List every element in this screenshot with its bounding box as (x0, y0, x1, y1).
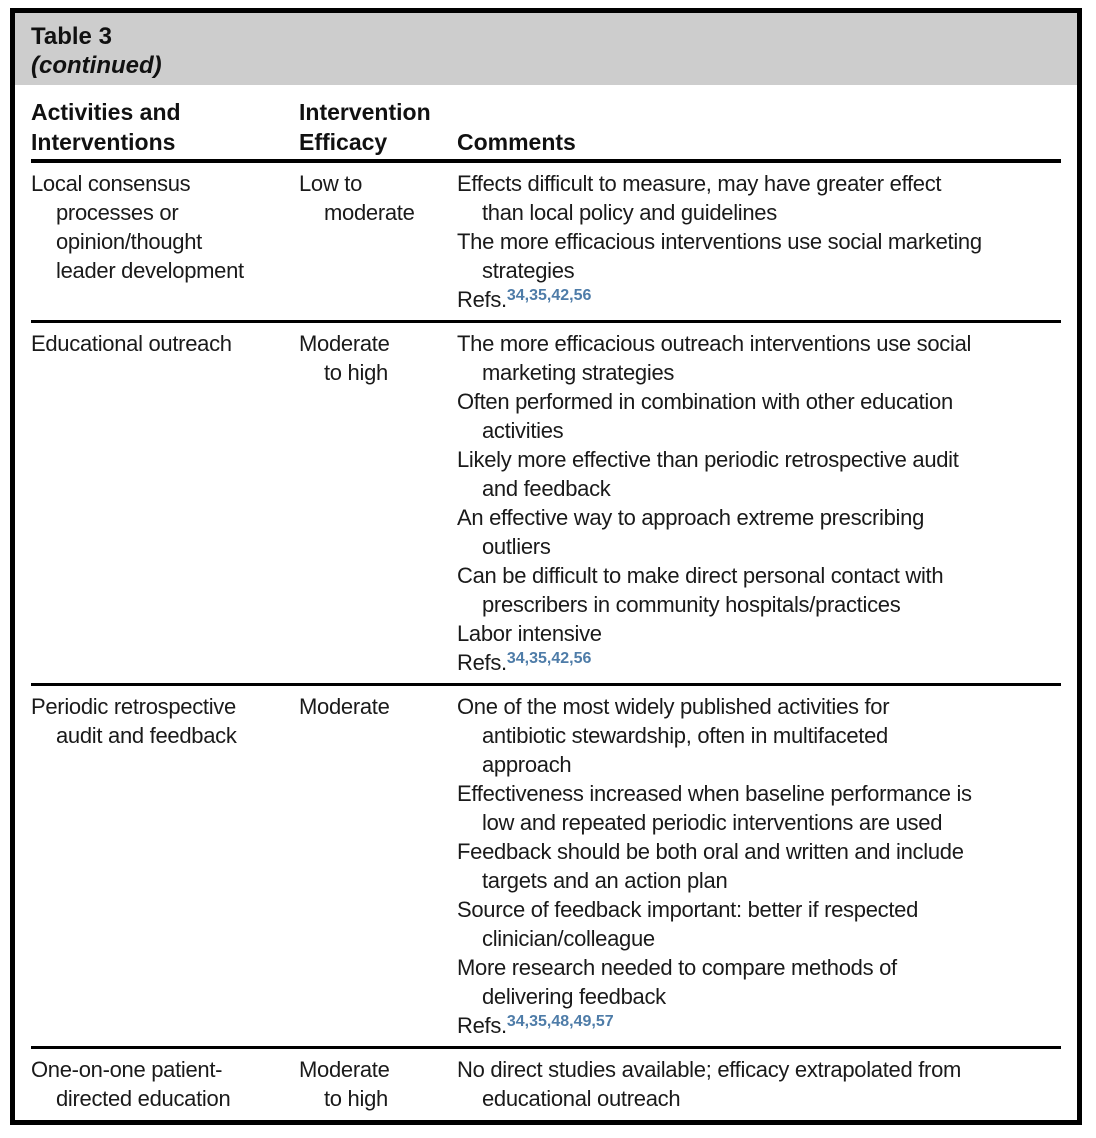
table-inner (15, 85, 1077, 1119)
comment-line: targets and an action plan (482, 868, 728, 893)
activity-line: audit and feedback (56, 723, 237, 748)
comment-paragraph (457, 561, 1053, 619)
efficacy-line: Moderate (299, 331, 390, 356)
comment-line: An effective way to approach extreme prescribing (457, 505, 925, 530)
activity-cell (31, 329, 299, 677)
refs-line (457, 285, 1053, 314)
comment-line: marketing strategies (482, 360, 675, 385)
comment-line: Feedback should be both oral and written and include (457, 839, 964, 864)
activity-cell (31, 692, 299, 1040)
comment-line: More research needed to compare methods of (457, 955, 897, 980)
comments-cell (457, 169, 1061, 314)
table-header-row (31, 85, 1061, 163)
activity-line: Educational outreach (31, 331, 232, 356)
comment-line: Source of feedback important: better if respected (457, 897, 919, 922)
table-row (31, 163, 1061, 323)
table-3-continued (10, 8, 1082, 1125)
activity-line: One-on-one patient- (31, 1057, 223, 1082)
comment-paragraph (457, 779, 1053, 837)
column-header-intervention-efficacy (299, 97, 457, 157)
comment-paragraph (457, 227, 1053, 285)
column-header-line: Efficacy (299, 129, 388, 155)
comments-cell (457, 692, 1061, 1040)
efficacy-line: Low to (299, 171, 363, 196)
efficacy-line: to high (324, 360, 388, 385)
comment-paragraph (457, 1055, 1053, 1113)
refs-label: Refs. (457, 650, 507, 675)
column-header-line: Activities and (31, 99, 181, 125)
efficacy-line: moderate (324, 200, 415, 225)
comment-paragraph (457, 387, 1053, 445)
comment-line: One of the most widely published activities for (457, 694, 890, 719)
comment-line: Likely more effective than periodic retrospective audit (457, 447, 959, 472)
activity-line: processes or (56, 200, 179, 225)
activity-line: Periodic retrospective (31, 694, 236, 719)
comment-line: Can be difficult to make direct personal contact with (457, 563, 944, 588)
activity-line: opinion/thought (56, 229, 202, 254)
comment-line: delivering feedback (482, 984, 666, 1009)
comment-paragraph (457, 329, 1053, 387)
comment-line: low and repeated periodic interventions are used (482, 810, 943, 835)
comment-paragraph (457, 619, 1053, 648)
efficacy-cell (299, 329, 457, 677)
efficacy-cell (299, 1055, 457, 1113)
comment-line: and feedback (482, 476, 611, 501)
activity-cell (31, 169, 299, 314)
refs-superscript-link[interactable]: 34,35,42,56 (506, 287, 592, 304)
refs-superscript-link[interactable]: 34,35,42,56 (506, 650, 592, 667)
comment-paragraph (457, 503, 1053, 561)
comment-paragraph (457, 445, 1053, 503)
refs-label: Refs. (457, 287, 507, 312)
efficacy-line: Moderate (299, 694, 390, 719)
comments-cell (457, 1055, 1061, 1113)
table-row (31, 323, 1061, 686)
column-header-line: Comments (457, 129, 576, 155)
table-row (31, 686, 1061, 1049)
refs-line (457, 648, 1053, 677)
table-continued-label: (continued) (31, 52, 162, 79)
table-title: Table 3 (31, 23, 112, 50)
comment-line: than local policy and guidelines (482, 200, 777, 225)
activity-cell (31, 1055, 299, 1113)
refs-label: Refs. (457, 1013, 507, 1038)
efficacy-line: to high (324, 1086, 388, 1111)
activity-line: leader development (56, 258, 244, 283)
comment-line: outliers (482, 534, 551, 559)
comment-line: Effectiveness increased when baseline performance is (457, 781, 972, 806)
table-caption-band (15, 13, 1077, 85)
comment-line: Labor intensive (457, 621, 602, 646)
efficacy-cell (299, 692, 457, 1040)
refs-line (457, 1011, 1053, 1040)
comment-line: educational outreach (482, 1086, 681, 1111)
refs-superscript-link[interactable]: 34,35,48,49,57 (506, 1013, 614, 1030)
efficacy-line: Moderate (299, 1057, 390, 1082)
table-body (31, 163, 1061, 1119)
comment-line: strategies (482, 258, 575, 283)
comment-line: approach (482, 752, 572, 777)
comment-line: Often performed in combination with other education (457, 389, 953, 414)
comment-paragraph (457, 953, 1053, 1011)
column-header-line: Intervention (299, 99, 431, 125)
comment-line: prescribers in community hospitals/practices (482, 592, 901, 617)
activity-line: Local consensus (31, 171, 191, 196)
comment-line: No direct studies available; efficacy extrapolated from (457, 1057, 962, 1082)
comment-paragraph (457, 169, 1053, 227)
comment-line: Effects difficult to measure, may have greater effect (457, 171, 942, 196)
comment-line: antibiotic stewardship, often in multifaceted (482, 723, 888, 748)
comment-paragraph (457, 837, 1053, 895)
comment-line: The more efficacious outreach interventions use social (457, 331, 972, 356)
comment-paragraph (457, 692, 1053, 779)
activity-line: directed education (56, 1086, 231, 1111)
column-header-line: Interventions (31, 129, 176, 155)
comment-line: activities (482, 418, 564, 443)
comments-cell (457, 329, 1061, 677)
comment-line: clinician/colleague (482, 926, 655, 951)
comment-line: The more efficacious interventions use social marketing (457, 229, 982, 254)
column-header-activities-interventions (31, 97, 299, 157)
column-header-comments (457, 127, 1061, 157)
table-row (31, 1049, 1061, 1119)
comment-paragraph (457, 895, 1053, 953)
efficacy-cell (299, 169, 457, 314)
